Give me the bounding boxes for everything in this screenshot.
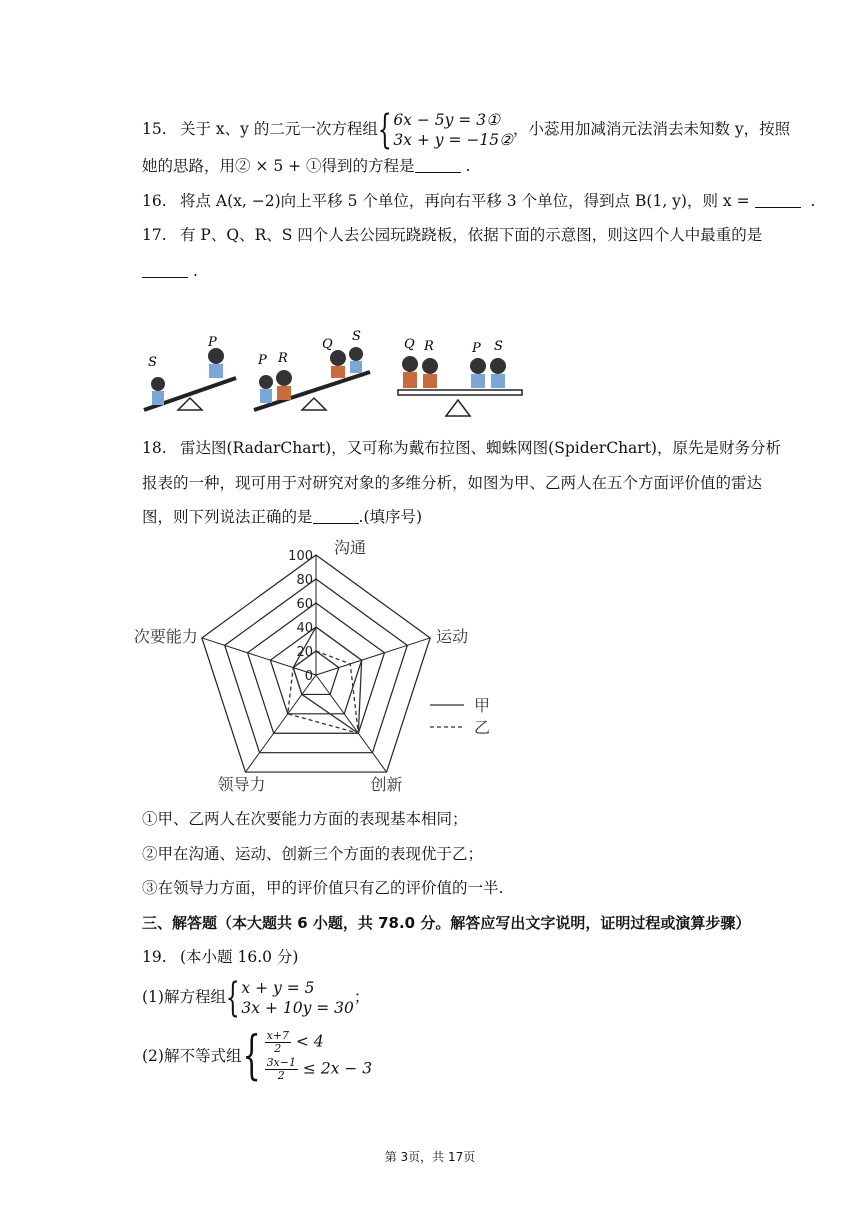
label-r: R [278,351,288,366]
question-19 [142,946,298,968]
tick-label: 80 [296,573,313,588]
question-17 [142,224,762,246]
period: . [192,262,198,280]
label-p: P [258,353,267,368]
equation-1: x + y = 5 [241,979,315,997]
tick-label: 40 [296,621,313,636]
tick-label: 100 [288,549,313,564]
label-r: R [424,339,434,354]
inequality-system [241,1026,373,1086]
question-number: 16. [142,192,167,210]
statement-2-text: ②甲在沟通、运动、创新三个方面的表现优于乙； [142,845,484,863]
question-number: 15. [142,120,167,138]
question-19-score: (本小题 16.0 分) [180,948,299,966]
question-18-text-2: 报表的一种，现可用于对研究对象的多维分析，如图为甲、乙两人在五个方面评价值的雷达 [142,474,763,492]
inequality-1-rest: < 4 [295,1032,324,1051]
left-brace: { [377,107,392,153]
page-footer: 第 3页，共 17页 [384,1150,476,1164]
question-18-line1 [142,437,781,459]
question-18-text-1: 雷达图(RadarChart)，又可称为戴布拉图、蜘蛛网图(SpiderChart)，原先是财务分析 [180,439,781,457]
tick-label: 0 [304,669,313,684]
section-heading-text: 三、解答题（本大题共 6 小题，共 78.0 分。解答应写出文字说明，证明过程或演算步骤） [142,914,751,932]
axis-label: 领导力 [217,775,266,795]
axis-spoke-1 [316,638,430,675]
inequality-2-rest: ≤ 2x − 3 [302,1059,373,1078]
statement-1 [142,808,468,830]
question-17-line2 [142,260,198,282]
label-q: Q [322,337,333,352]
equation-2: 3x + 10y = 30 [241,999,354,1017]
question-15-line2-text: 她的思路，用② × 5 + ①得到的方程是 [142,157,415,175]
axis-spoke-3 [245,675,316,772]
statement-3-text: ③在领导力方面，甲的评价值只有乙的评价值的一半. [142,879,504,897]
question-16-text: 将点 A(x, −2)向上平移 5 个单位，再向右平移 3 个单位，得到点 B(1, y)，则 x = [180,192,750,210]
seesaw-1 [144,335,236,410]
label-p: P [472,341,481,356]
question-18-text-3-end: .(填序号) [358,508,423,526]
series-yi-line [288,651,359,733]
label-p: P [208,335,217,350]
question-15 [142,107,791,153]
label-q: Q [404,337,415,352]
seesaw-3 [398,337,522,416]
seesaw-figures [138,328,538,418]
series-jia-line [293,627,361,733]
label-s: S [148,355,157,370]
question-15-prefix: 关于 x、y 的二元一次方程组 [180,120,378,138]
question-number: 17. [142,226,167,244]
fraction-2-denominator: 2 [277,1069,285,1082]
question-number: 18. [142,439,167,457]
fraction-1-denominator: 2 [274,1042,282,1055]
fraction-2 [265,1057,298,1082]
legend-label: 乙 [474,718,491,737]
question-15-suffix: ，小蕊用加减消元法消去未知数 y，按照 [512,120,791,138]
fraction-1 [265,1030,291,1055]
equation-system [225,975,354,1021]
statement-1-text: ①甲、乙两人在次要能力方面的表现基本相同； [142,810,468,828]
radar-chart-svg [130,535,510,800]
equation-2: 3x + y = −15② [393,131,513,149]
radar-chart [130,535,510,804]
left-brace: { [225,975,240,1021]
tick-label: 20 [296,645,313,660]
answer-blank [415,158,461,173]
tick-label: 60 [296,597,313,612]
answer-blank [313,509,359,524]
question-17-text: 有 P、Q、R、S 四个人去公园玩跷跷板，依据下面的示意图，则这四个人中最重的是 [180,226,763,244]
axis-label: 沟通 [334,538,367,557]
legend-label: 甲 [474,696,491,715]
question-19-part2 [142,1026,373,1086]
period: . [810,192,816,210]
question-19-part1 [142,975,370,1021]
question-15-line2 [142,155,470,177]
equation-system [377,107,513,153]
fraction-2-numerator: 3x−1 [266,1056,296,1069]
label-s: S [494,339,503,354]
statement-2 [142,843,483,865]
statement-3 [142,877,503,899]
axis-label: 创新 [370,775,403,795]
section-heading [142,912,750,934]
part1-label: (1)解方程组 [142,988,226,1006]
question-16 [142,190,815,212]
axis-label: 次要能力 [133,626,198,646]
seesaw-2 [254,329,370,410]
answer-blank [755,193,801,208]
period: . [465,157,471,175]
axis-label: 运动 [436,626,469,646]
question-18-line3 [142,506,422,528]
left-brace: { [242,1026,262,1086]
semicolon: ； [353,988,370,1006]
answer-blank [142,263,188,278]
question-18-text-3: 图，则下列说法正确的是 [142,508,313,526]
fraction-1-numerator: x+7 [266,1029,289,1042]
axis-spoke-2 [316,675,387,772]
label-s: S [352,329,361,344]
question-18-line2 [142,472,762,494]
part2-label: (2)解不等式组 [142,1047,242,1065]
question-number: 19. [142,948,167,966]
equation-1: 6x − 5y = 3① [393,111,500,129]
